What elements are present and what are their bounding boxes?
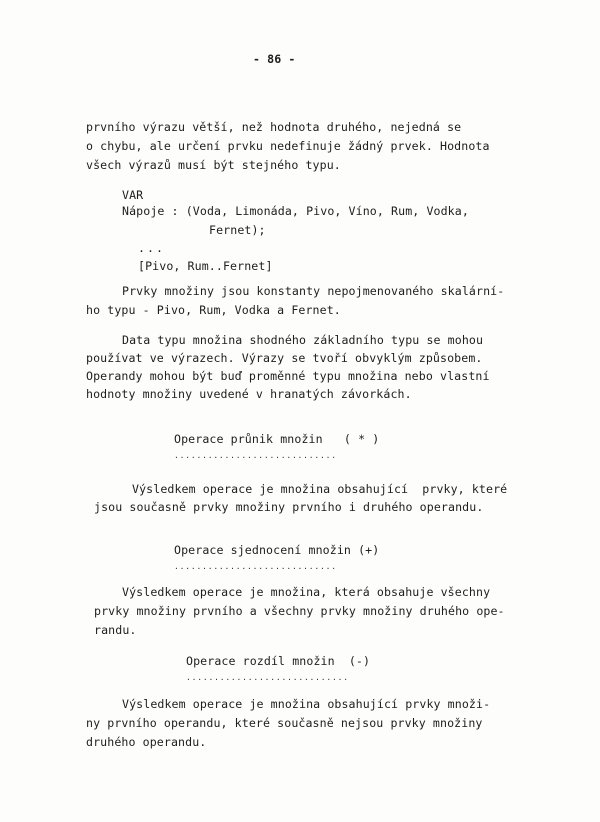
- heading-underline: .............................: [174, 562, 337, 571]
- text-line: Prvky množiny jsou konstanty nepojmenovaného skalární-: [122, 284, 505, 298]
- code-declaration: Nápoje : (Voda, Limonáda, Pivo, Víno, Rum, Vodka,: [122, 204, 469, 218]
- heading-underline: .............................: [186, 673, 349, 682]
- text-line: o chybu, ale určení prvku nedefinuje žádný prvek. Hodnota: [86, 139, 490, 153]
- code-set-expression: [Pivo, Rum..Fernet]: [138, 259, 273, 273]
- code-declaration-continued: Fernet);: [209, 223, 266, 237]
- text-line: druhého operandu.: [86, 735, 207, 749]
- code-var-keyword: VAR: [122, 188, 144, 202]
- text-line: ho typu - Pivo, Rum, Vodka a Fernet.: [86, 303, 341, 317]
- text-line: Výsledkem operace je množina obsahující prvky množi-: [122, 697, 491, 711]
- text-line: prvního výrazu větší, než hodnota druhého, nejedná se: [86, 120, 462, 134]
- code-ellipsis: ...: [138, 241, 165, 255]
- text-line: randu.: [94, 623, 137, 637]
- text-line: jsou současně prvky množiny prvního i druhého operandu.: [94, 500, 484, 514]
- page-number: - 86 -: [253, 52, 296, 66]
- section-heading-difference: Operace rozdíl množin (-): [186, 654, 371, 668]
- text-line: prvky množiny prvního a všechny prvky množiny druhého ope-: [94, 604, 505, 618]
- section-heading-union: Operace sjednocení množin (+): [174, 543, 380, 557]
- text-line: hodnoty množiny uvedené v hranatých závorkách.: [86, 387, 412, 401]
- section-heading-intersection: Operace průnik množin ( * ): [174, 432, 380, 446]
- text-line: Výsledkem operace je množina, která obsahuje všechny: [122, 585, 491, 599]
- text-line: Výsledkem operace je množina obsahující prvky, které: [132, 482, 508, 496]
- text-line: ny prvního operandu, které současně nejsou prvky množiny: [86, 716, 483, 730]
- text-line: používat ve výrazech. Výrazy se tvoří obvyklým způsobem.: [86, 351, 483, 365]
- text-line: Operandy mohou být buď proměnné typu množina nebo vlastní: [86, 369, 490, 383]
- text-line: všech výrazů musí být stejného typu.: [86, 158, 341, 172]
- text-line: Data typu množina shodného základního typu se mohou: [122, 333, 484, 347]
- heading-underline: .............................: [174, 451, 337, 460]
